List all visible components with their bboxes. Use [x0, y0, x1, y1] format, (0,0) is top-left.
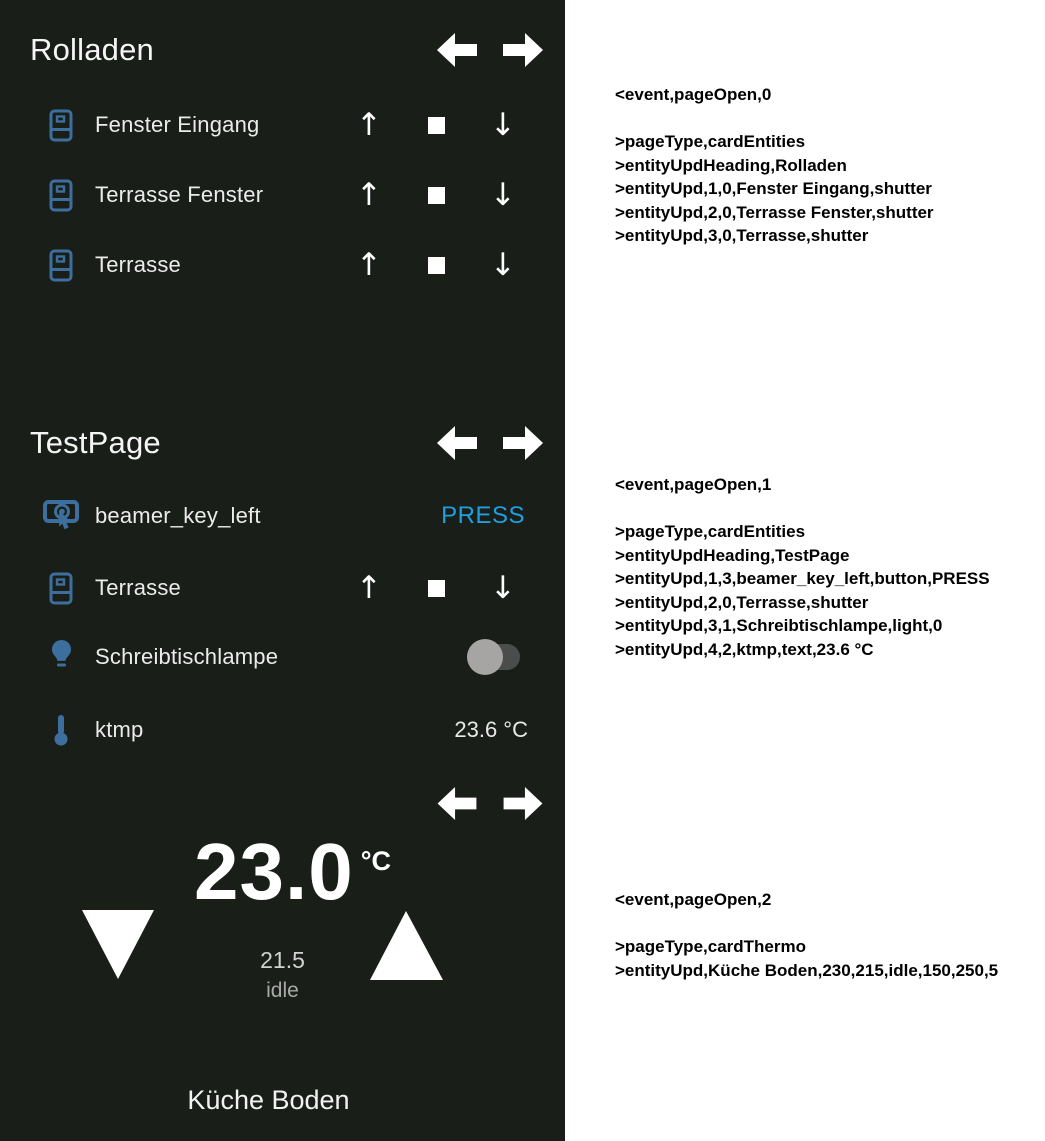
log-line: >entityUpd,2,0,Terrasse Fenster,shutter: [615, 202, 934, 222]
page-next-button[interactable]: [503, 426, 543, 460]
page-prev-button[interactable]: [437, 33, 477, 67]
log-line: >entityUpd,1,0,Fenster Eingang,shutter: [615, 179, 932, 198]
stop-square-icon: [428, 187, 445, 204]
entity-label: beamer_key_left: [95, 503, 261, 528]
log-line: >entityUpd,Küche Boden,230,215,idle,150,250,5: [615, 960, 999, 980]
log-line: >entityUpd,4,2,ktmp,text,23.6 °C: [615, 639, 874, 659]
entity-value: 23.6 °C: [454, 717, 528, 742]
page-title: Rolladen: [30, 32, 154, 67]
stop-square-icon: [428, 257, 445, 274]
log-line: >pageType,cardThermo: [615, 937, 806, 956]
log-line: >entityUpd,2,0,Terrasse,shutter: [615, 592, 869, 612]
log-line: >entityUpd,1,3,beamer_key_left,button,PRESS: [615, 569, 990, 588]
thermometer-icon: [42, 695, 80, 765]
up-arrow-icon: ↑: [356, 176, 382, 213]
entity-row: [0, 695, 565, 765]
log-gap: [615, 497, 990, 521]
down-arrow-icon: ↓: [490, 106, 516, 143]
entity-row: [0, 622, 565, 692]
thermo-state: idle: [266, 979, 299, 1002]
stop-square-icon: [428, 580, 445, 597]
log-line: >entityUpd,3,0,Terrasse,shutter: [615, 226, 869, 245]
down-arrow-icon: ↓: [490, 246, 516, 283]
window-shutter-icon: [42, 230, 80, 300]
entity-row: [0, 90, 565, 160]
entity-label: ktmp: [95, 717, 144, 742]
page-prev-button[interactable]: [437, 787, 477, 820]
toggle-knob: [467, 639, 503, 675]
stop-square-icon: [428, 117, 445, 134]
entity-label: Terrasse: [95, 575, 181, 600]
gesture-tap-button-icon: [42, 481, 80, 551]
shutter-down-button[interactable]: [486, 246, 520, 283]
log-block-page1: [615, 473, 990, 661]
shutter-stop-button[interactable]: [419, 187, 453, 204]
page-title: TestPage: [30, 425, 161, 460]
shutter-controls: [352, 90, 520, 160]
log-gap: [615, 107, 934, 131]
shutter-up-button[interactable]: [352, 569, 386, 606]
press-button[interactable]: PRESS: [441, 502, 525, 529]
shutter-stop-button[interactable]: [419, 257, 453, 274]
up-arrow-icon: ↑: [356, 246, 382, 283]
page-nav: [437, 787, 543, 820]
shutter-controls: [352, 230, 520, 300]
thermo-setpoint: 21.5: [260, 947, 305, 973]
shutter-down-button[interactable]: [486, 569, 520, 606]
down-arrow-icon: ↓: [490, 176, 516, 213]
window-shutter-icon: [42, 553, 80, 623]
log-line: <event,pageOpen,0: [615, 85, 772, 104]
shutter-up-button[interactable]: [352, 246, 386, 283]
log-line: >entityUpdHeading,Rolladen: [615, 155, 847, 175]
entity-row: [0, 553, 565, 623]
up-arrow-icon: ↑: [356, 569, 382, 606]
card-testpage-header: [30, 417, 543, 469]
shutter-up-button[interactable]: [352, 106, 386, 143]
shutter-down-button[interactable]: [486, 106, 520, 143]
entity-label: Fenster Eingang: [95, 112, 260, 137]
window-shutter-icon: [42, 90, 80, 160]
log-line: >entityUpd,3,1,Schreibtischlampe,light,0: [615, 616, 943, 635]
entity-label: Terrasse Fenster: [95, 182, 264, 207]
log-block-page2: [615, 888, 998, 982]
shutter-controls: [352, 553, 520, 623]
card-rolladen-header: [30, 24, 543, 76]
current-temperature: 23.0: [194, 827, 354, 916]
log-block-page0: [615, 83, 934, 248]
page-next-button[interactable]: [503, 33, 543, 67]
up-arrow-icon: ↑: [356, 106, 382, 143]
entity-row: [0, 230, 565, 300]
log-gap: [615, 912, 998, 936]
page-next-button[interactable]: [503, 787, 543, 820]
shutter-down-button[interactable]: [486, 176, 520, 213]
shutter-up-button[interactable]: [352, 176, 386, 213]
temperature-unit: °C: [360, 846, 391, 876]
log-line: <event,pageOpen,1: [615, 475, 772, 494]
page-prev-button[interactable]: [437, 426, 477, 460]
down-arrow-icon: ↓: [490, 569, 516, 606]
window-shutter-icon: [42, 160, 80, 230]
log-line: <event,pageOpen,2: [615, 890, 772, 909]
log-line: >pageType,cardEntities: [615, 132, 806, 151]
lightbulb-icon: [42, 622, 80, 692]
thermo-name: Küche Boden: [187, 1085, 350, 1115]
log-line: >pageType,cardEntities: [615, 522, 806, 541]
log-line: >entityUpdHeading,TestPage: [615, 545, 850, 565]
entity-row: [0, 160, 565, 230]
page-nav: [437, 426, 543, 460]
shutter-stop-button[interactable]: [419, 117, 453, 134]
page-nav: [437, 33, 543, 67]
shutter-stop-button[interactable]: [419, 580, 453, 597]
entity-label: Schreibtischlampe: [95, 644, 279, 669]
shutter-controls: [352, 160, 520, 230]
thermo-current: [10, 827, 575, 916]
entity-label: Terrasse: [95, 252, 181, 277]
entity-row: [0, 481, 565, 551]
light-toggle[interactable]: [467, 644, 520, 670]
